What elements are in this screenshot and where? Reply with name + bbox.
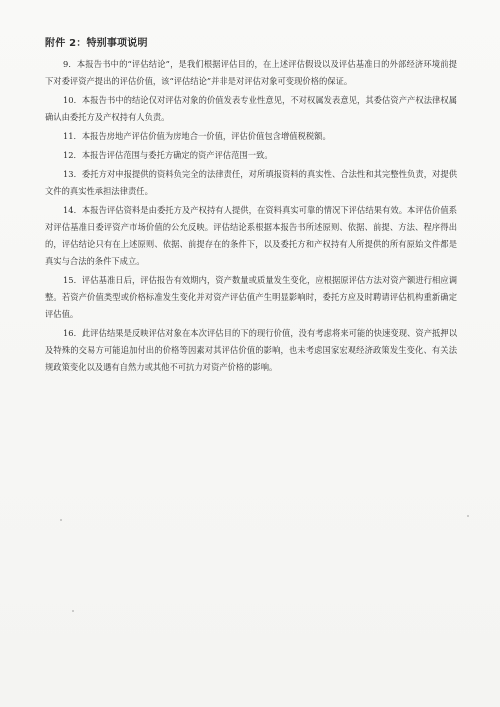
special-notes-content bbox=[45, 56, 457, 378]
note-paragraph-9: 9．本报告书中的“评估结论”，是我们根据评估目的，在上述评估假设以及评估基准日的外部经济环境前提下对委评资产提出的评估价值，该“评估结论”并非是对评估对象可变现价格的保证。 bbox=[45, 59, 457, 86]
note-paragraph-16: 16．此评估结果是反映评估对象在本次评估目的下的现行价值，没有考虑将来可能的快速变现、资产抵押以及特殊的交易方可能追加付出的价格等因素对其评估价值的影响，也未考虑国家宏观经济政策发生变化、有关法规政策变化以及遇有自然力或其他不可抗力对资产价格的影响。 bbox=[45, 328, 457, 372]
note-paragraph-11: 11．本报告房地产评估价值为房地合一价值，评估价值包含增值税税额。 bbox=[63, 131, 331, 141]
note-paragraph-12: 12．本报告评估范围与委托方确定的资产评估范围一致。 bbox=[63, 150, 273, 160]
note-paragraph-14: 14．本报告评估资料是由委托方及产权持有人提供，在资料真实可靠的情况下评估结果有效。本评估价值系对评估基准日委评资产市场价值的公允反映。评估结论系根据本报告书所述原则、依据、前提、方法、程序得出的，评估结论只有在上述原则、依据、前提存在的条件下，以及委托方和产权持有人所提供的所有原始文件都是真实与合法的条件下成立。 bbox=[45, 205, 457, 266]
attachment-title: 附件 2：特别事项说明 bbox=[45, 38, 148, 49]
note-paragraph-15: 15．评估基准日后，评估报告有效期内，资产数量或质量发生变化，应根据原评估方法对资产额进行相应调整。若资产价值类型或价格标准发生变化并对资产评估值产生明显影响时，委托方应及时聘请评估机构重新确定评估值。 bbox=[45, 275, 457, 319]
scan-speck bbox=[72, 610, 74, 612]
note-paragraph-10: 10．本报告书中的结论仅对评估对象的价值发表专业性意见，不对权属发表意见，其委估资产产权法律权属确认由委托方及产权持有人负责。 bbox=[45, 95, 457, 122]
note-paragraph-13: 13．委托方对申报提供的资料负完全的法律责任，对所填报资料的真实性、合法性和其完整性负责，对提供文件的真实性承担法律责任。 bbox=[45, 169, 457, 196]
scan-speck bbox=[467, 515, 469, 517]
scan-speck bbox=[60, 519, 62, 521]
